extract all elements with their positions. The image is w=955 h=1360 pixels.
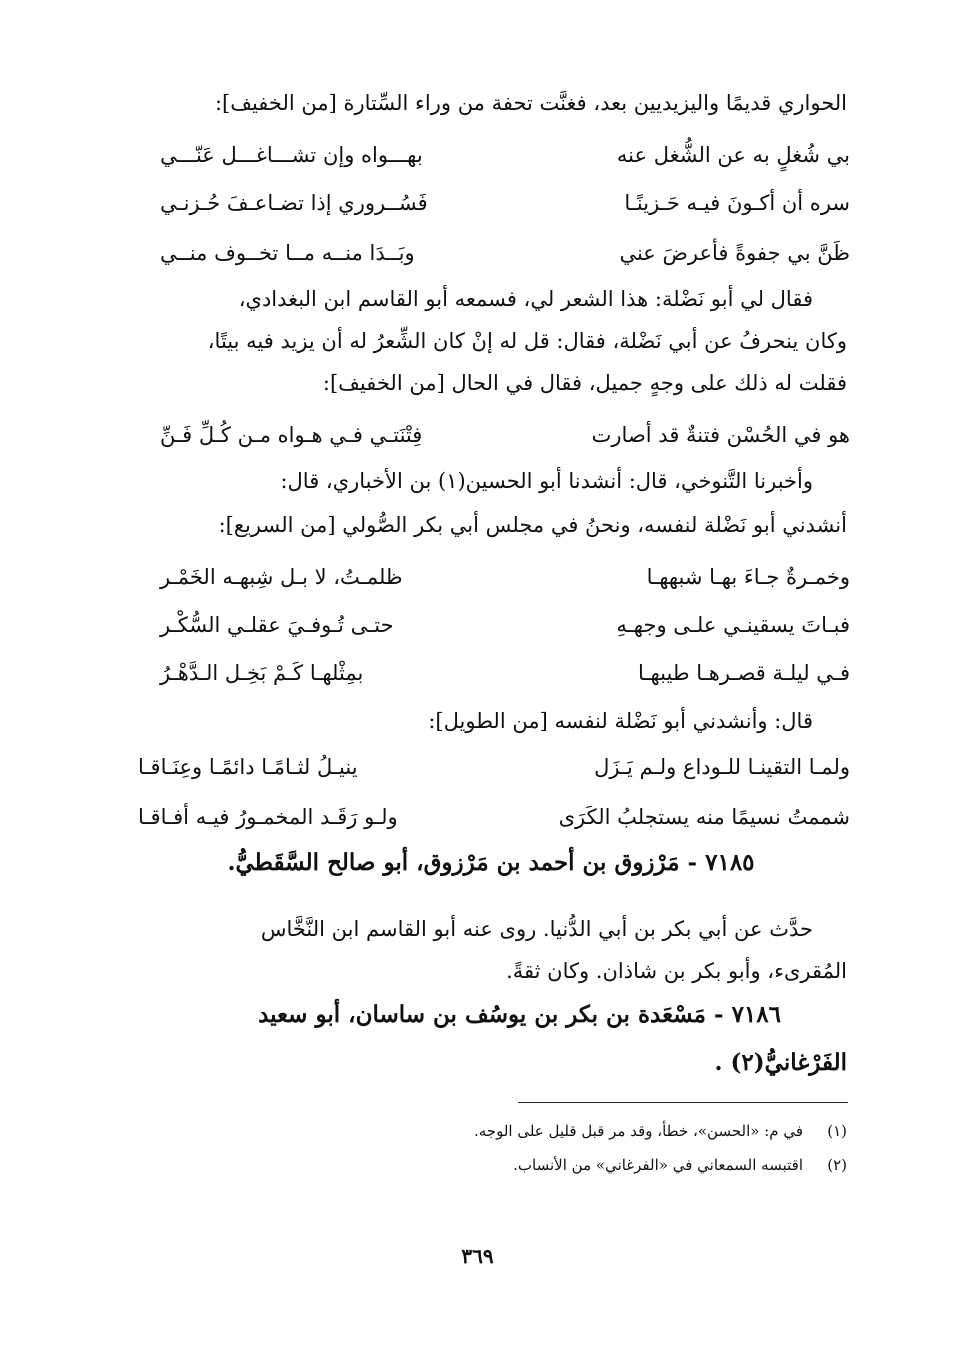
footnote-separator	[518, 1102, 848, 1103]
verse-line	[160, 236, 850, 270]
verse-first-hemistich: بي شُغلٍ به عن الشُّغل عنه	[616, 143, 850, 167]
verse-second-hemistich: ظلمـتُ، لا بـل شِبهـه الخَمْـر	[160, 565, 403, 589]
verse-second-hemistich: حتـى تُـوفـيَ عقلـي السُّكْـر	[160, 613, 394, 637]
verse-second-hemistich: فِتْنَتـي فـي هـواه مـن كُـلِّ فَـنِّ	[160, 423, 423, 447]
verse-line	[160, 418, 850, 452]
verse-first-hemistich: ولمـا التقينـا للـوداع ولـم يَـزَل	[594, 755, 850, 779]
footnote-text: اقتبسه السمعاني في «الفرغاني» من الأنساب.	[513, 1156, 803, 1174]
verse-first-hemistich: فـي ليلـة قصـرهـا طيبهـا	[637, 661, 850, 685]
verse-line	[160, 138, 850, 172]
entry-heading: ٧١٨٥ - مَرْزوق بن أحمد بن مَرْزوق، أبو صالح السَّقَطيُّ.	[227, 849, 755, 876]
verse-line	[160, 560, 850, 594]
body-line: فقلت له ذلك على وجهٍ جميل، فقال في الحال [من الخفيف]:	[322, 371, 847, 395]
verse-second-hemistich: بهـــواه وإن تشـــاغـــل عَنّـــي	[160, 143, 423, 167]
verse-second-hemistich: ولـو رَقَـد المخمـورُ فيـه أفـاقـا	[138, 805, 398, 829]
verse-first-hemistich: وخمـرةٌ جـاءَ بهـا شبههـا	[646, 565, 850, 589]
verse-first-hemistich: هو في الحُسْن فتنةٌ قد أصارت	[591, 423, 850, 447]
verse-first-hemistich: شممتُ نسيمًا منه يستجلبُ الكَرَى	[558, 805, 850, 829]
verse-second-hemistich: وبَــدَا منــه مــا تخــوف منــي	[160, 241, 415, 265]
body-line: وكان ينحرفُ عن أبي نَضْلة، فقال: قل له إنْ كان الشِّعرُ له أن يزيد فيه بيتًا،	[207, 329, 847, 353]
verse-line	[160, 186, 850, 220]
verse-first-hemistich: سره أن أكـونَ فيـه حَـزينًـا	[624, 191, 850, 215]
verse-second-hemistich: بمِثْلهـا كَـمْ بَخِـل الـدَّهْـرُ	[160, 661, 364, 685]
footnote	[135, 1154, 847, 1176]
entry-heading: ٧١٨٦ - مَسْعَدة بن بكر بن يوسُف بن ساسان، أبو سعيد	[258, 1001, 781, 1028]
verse-line	[138, 750, 850, 784]
body-line: أنشدني أبو نَضْلة لنفسه، ونحنُ في مجلس أبي بكر الصُّولي [من السريع]:	[218, 513, 847, 537]
footnote	[135, 1120, 847, 1142]
body-line: وأخبرنا التَّنوخي، قال: أنشدنا أبو الحسين(١) بن الأخباري، قال:	[280, 469, 813, 493]
footnote-number: (١)	[827, 1122, 847, 1140]
body-line: فقال لي أبو نَضْلة: هذا الشعر لي، فسمعه أبو القاسم ابن البغدادي،	[238, 287, 813, 311]
footnote-number: (٢)	[827, 1156, 847, 1174]
verse-first-hemistich: فبـاتَ يسقينـي علـى وجهـهِ	[616, 613, 850, 637]
body-line: قال: وأنشدني أبو نَضْلة لنفسه [من الطويل]:	[428, 709, 813, 733]
verse-line	[160, 656, 850, 690]
verse-second-hemistich: ينيـلُ لثـامًـا دائمًـا وعِنَـاقـا	[138, 755, 358, 779]
verse-first-hemistich: ظَنَّ بي جفوةً فأعرضَ عني	[619, 241, 850, 265]
footnote-text: في م: «الحسن»، خطأ، وقد مر قبل قليل على الوجه.	[474, 1122, 803, 1140]
verse-line	[138, 800, 850, 834]
entry-heading-continuation: الفَرْغانيُّ(٢) .	[714, 1049, 847, 1076]
body-line: الحواري قديمًا واليزيديين بعد، فغنَّت تحفة من وراء السِّتارة [من الخفيف]:	[214, 91, 847, 115]
page-number: ٣٦٩	[461, 1244, 494, 1268]
verse-line	[160, 608, 850, 642]
body-line: حدَّث عن أبي بكر بن أبي الدُّنيا. روى عنه أبو القاسم ابن النَّخَّاس	[260, 917, 813, 941]
body-line: المُقرىء، وأبو بكر بن شاذان. وكان ثقةً.	[506, 959, 847, 983]
verse-second-hemistich: فَسُــروري إذا تضـاعـفَ حُـزنـي	[160, 191, 428, 215]
